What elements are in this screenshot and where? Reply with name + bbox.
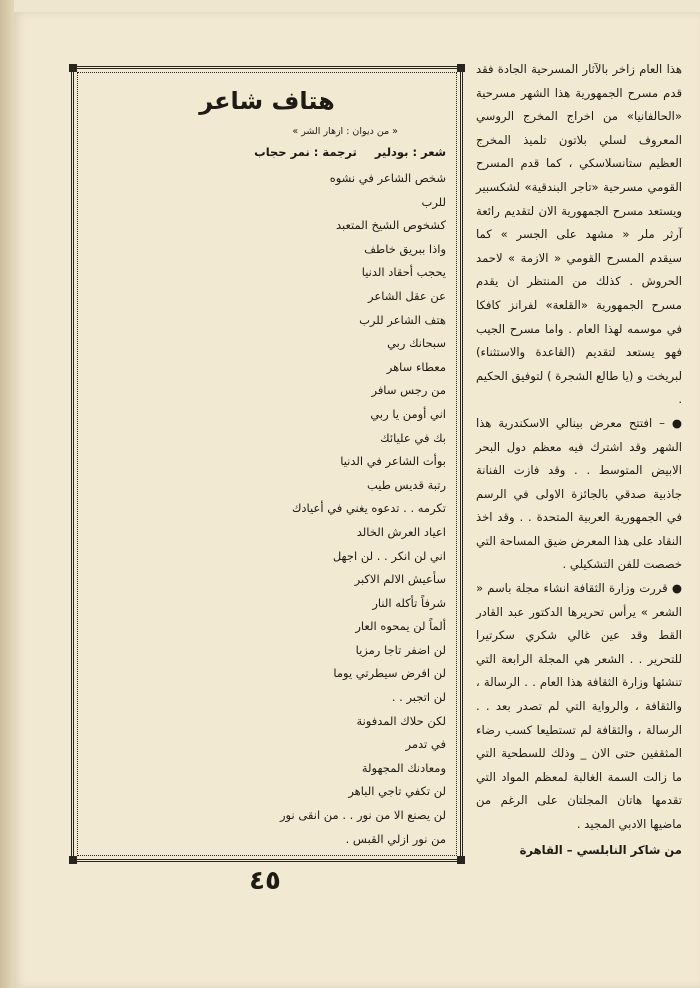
poem-verses [88, 167, 446, 851]
page-number: ٤٥ [249, 866, 281, 896]
poem-verse: ومعادنك المجهولة [361, 760, 446, 775]
page-binding-edge [0, 0, 14, 988]
poem-frame [71, 66, 463, 862]
poem-verse: واذا ببريق خاطف [364, 241, 446, 256]
news-column [476, 58, 682, 862]
poem-verse: شرفاً تأكله النار [372, 595, 446, 610]
poem-verse: سبحانك ربي [387, 336, 446, 351]
poem-title: هتاف شاعر [199, 87, 335, 115]
translator-credit: ترجمة : نمر حجاب [254, 145, 357, 159]
poem-source: « من ديوان : ازهار الشر » [292, 126, 398, 137]
poem-verse: رتبة قديس طيب [366, 477, 446, 492]
poem-content [88, 83, 446, 851]
poem-verse: سأعيش الالم الاكبر [354, 572, 446, 587]
column-signature: من شاكر النابلسي – القاهرة [519, 842, 682, 857]
poem-verse: اني أومن يا ربي [370, 406, 446, 421]
frame-corner-ornament [457, 856, 465, 864]
poem-verse: لن يصنع الا من نور . . من انقى نور [279, 808, 446, 823]
poem-verse: من نور ازلي القبس . [345, 831, 446, 846]
poem-verse: اعياد العرش الخالد [356, 524, 446, 539]
poem-verse: بك في عليائك [380, 430, 446, 445]
poem-verse: كشخوص الشيخ المتعبد [335, 218, 446, 233]
column-paragraph-magazine: ● قررت وزارة الثقافة انشاء مجلة باسم « الشعر » يرأس تحريرها الدكتور عبد القادر القط وقد عين غالي شكري سكرتيرا للتحرير . . الشعر هي المجلة الرابعة التي تنشئها وزارة الثقافة هذا العام . . الرسالة ، والثقافة ، والرواية التي لم تصدر بعد . . الرسالة ، والثقافة لم تستطيعا كسب رضاء المثقفين حتى الان _ وذلك للسطحية التي ما زالت السمة الغالبة لمعظم المواد التي تقدمها هاتان المجلتان على الرغم من ماضيها الادبي المجيد . [476, 581, 682, 831]
poem-verse: ألماً لن يمحوه العار [355, 619, 446, 634]
poem-verse: بوأت الشاعر في الدنيا [340, 454, 446, 469]
poem-verse: لن تكفي تاجي الباهر [348, 784, 446, 799]
column-paragraph-theatre: هذا العام زاخر بالآثار المسرحية الجادة فقد قدم مسرح الجمهورية هذا الشهر مسرحية «الحالفانيا» من اخراج المخرج الروسي المعروف لسلي بلاتون تلميذ المخرج العظيم ستانسلاسكي ، كما قدم المسرح القومي مسرحية «تاجر البندقية» لشكسبير ويستعد مسرح الجمهورية الان لتقديم رائعة آرثر ملر « مشهد على الجسر » كما سيقدم المسرح القومي « الازمة » لاحمد الحروش . كذلك من المنتظر ان يقدم مسرح الجمهورية «القلعة» لفرانز كافكا في موسمه لهذا العام . واما مسرح الجيب فهو يستعد لتقديم (القاعدة والاستثناء) لبريخت و (يا طالع الشجرة ) لتوفيق الحكيم . [476, 62, 682, 407]
poem-verse: يحجب أحقاد الدنيا [361, 265, 446, 280]
poem-verse: في تدمر [405, 737, 446, 752]
poem-verse: تكرمه . . تدعوه يغني في أعيادك [291, 501, 446, 516]
poem-verse: معطاء ساهر [386, 359, 446, 374]
poem-verse: هتف الشاعر للرب [359, 312, 446, 327]
poet-credit: شعر : بودلير [374, 145, 446, 159]
poem-verse: عن عقل الشاعر [368, 288, 446, 303]
poem-verse: اني لن انكر . . لن اجهل [332, 548, 446, 563]
frame-corner-ornament [457, 64, 465, 72]
frame-corner-ornament [69, 64, 77, 72]
poem-verse: لكن حلاك المدفونة [356, 713, 446, 728]
poem-verse: لن افرض سيطرتي يوما [333, 666, 446, 681]
frame-corner-ornament [69, 856, 77, 864]
poem-credits [88, 143, 446, 161]
poem-verse: للرب [421, 194, 446, 209]
poem-verse: لن اضفر تاجا رمزيا [355, 642, 446, 657]
poem-verse: من رجس سافر [371, 383, 446, 398]
poem-verse: شخص الشاعر في نشوه [329, 171, 446, 185]
column-paragraph-biennale: ● – افتتح معرض بينالي الاسكندرية هذا الشهر وقد اشترك فيه معظم دول البحر الابيض المتوسط . . وقد فازت الفنانة جاذبية صدقي بالجائزة الاولى في الرسم في الجمهورية العربية المتحدة . . وقد اخذ النقاد على هذا المعرض ضيق المساحة التي خصصت للفن التشكيلي . [476, 415, 682, 572]
poem-verse: لن اتجبر . . [391, 690, 446, 705]
